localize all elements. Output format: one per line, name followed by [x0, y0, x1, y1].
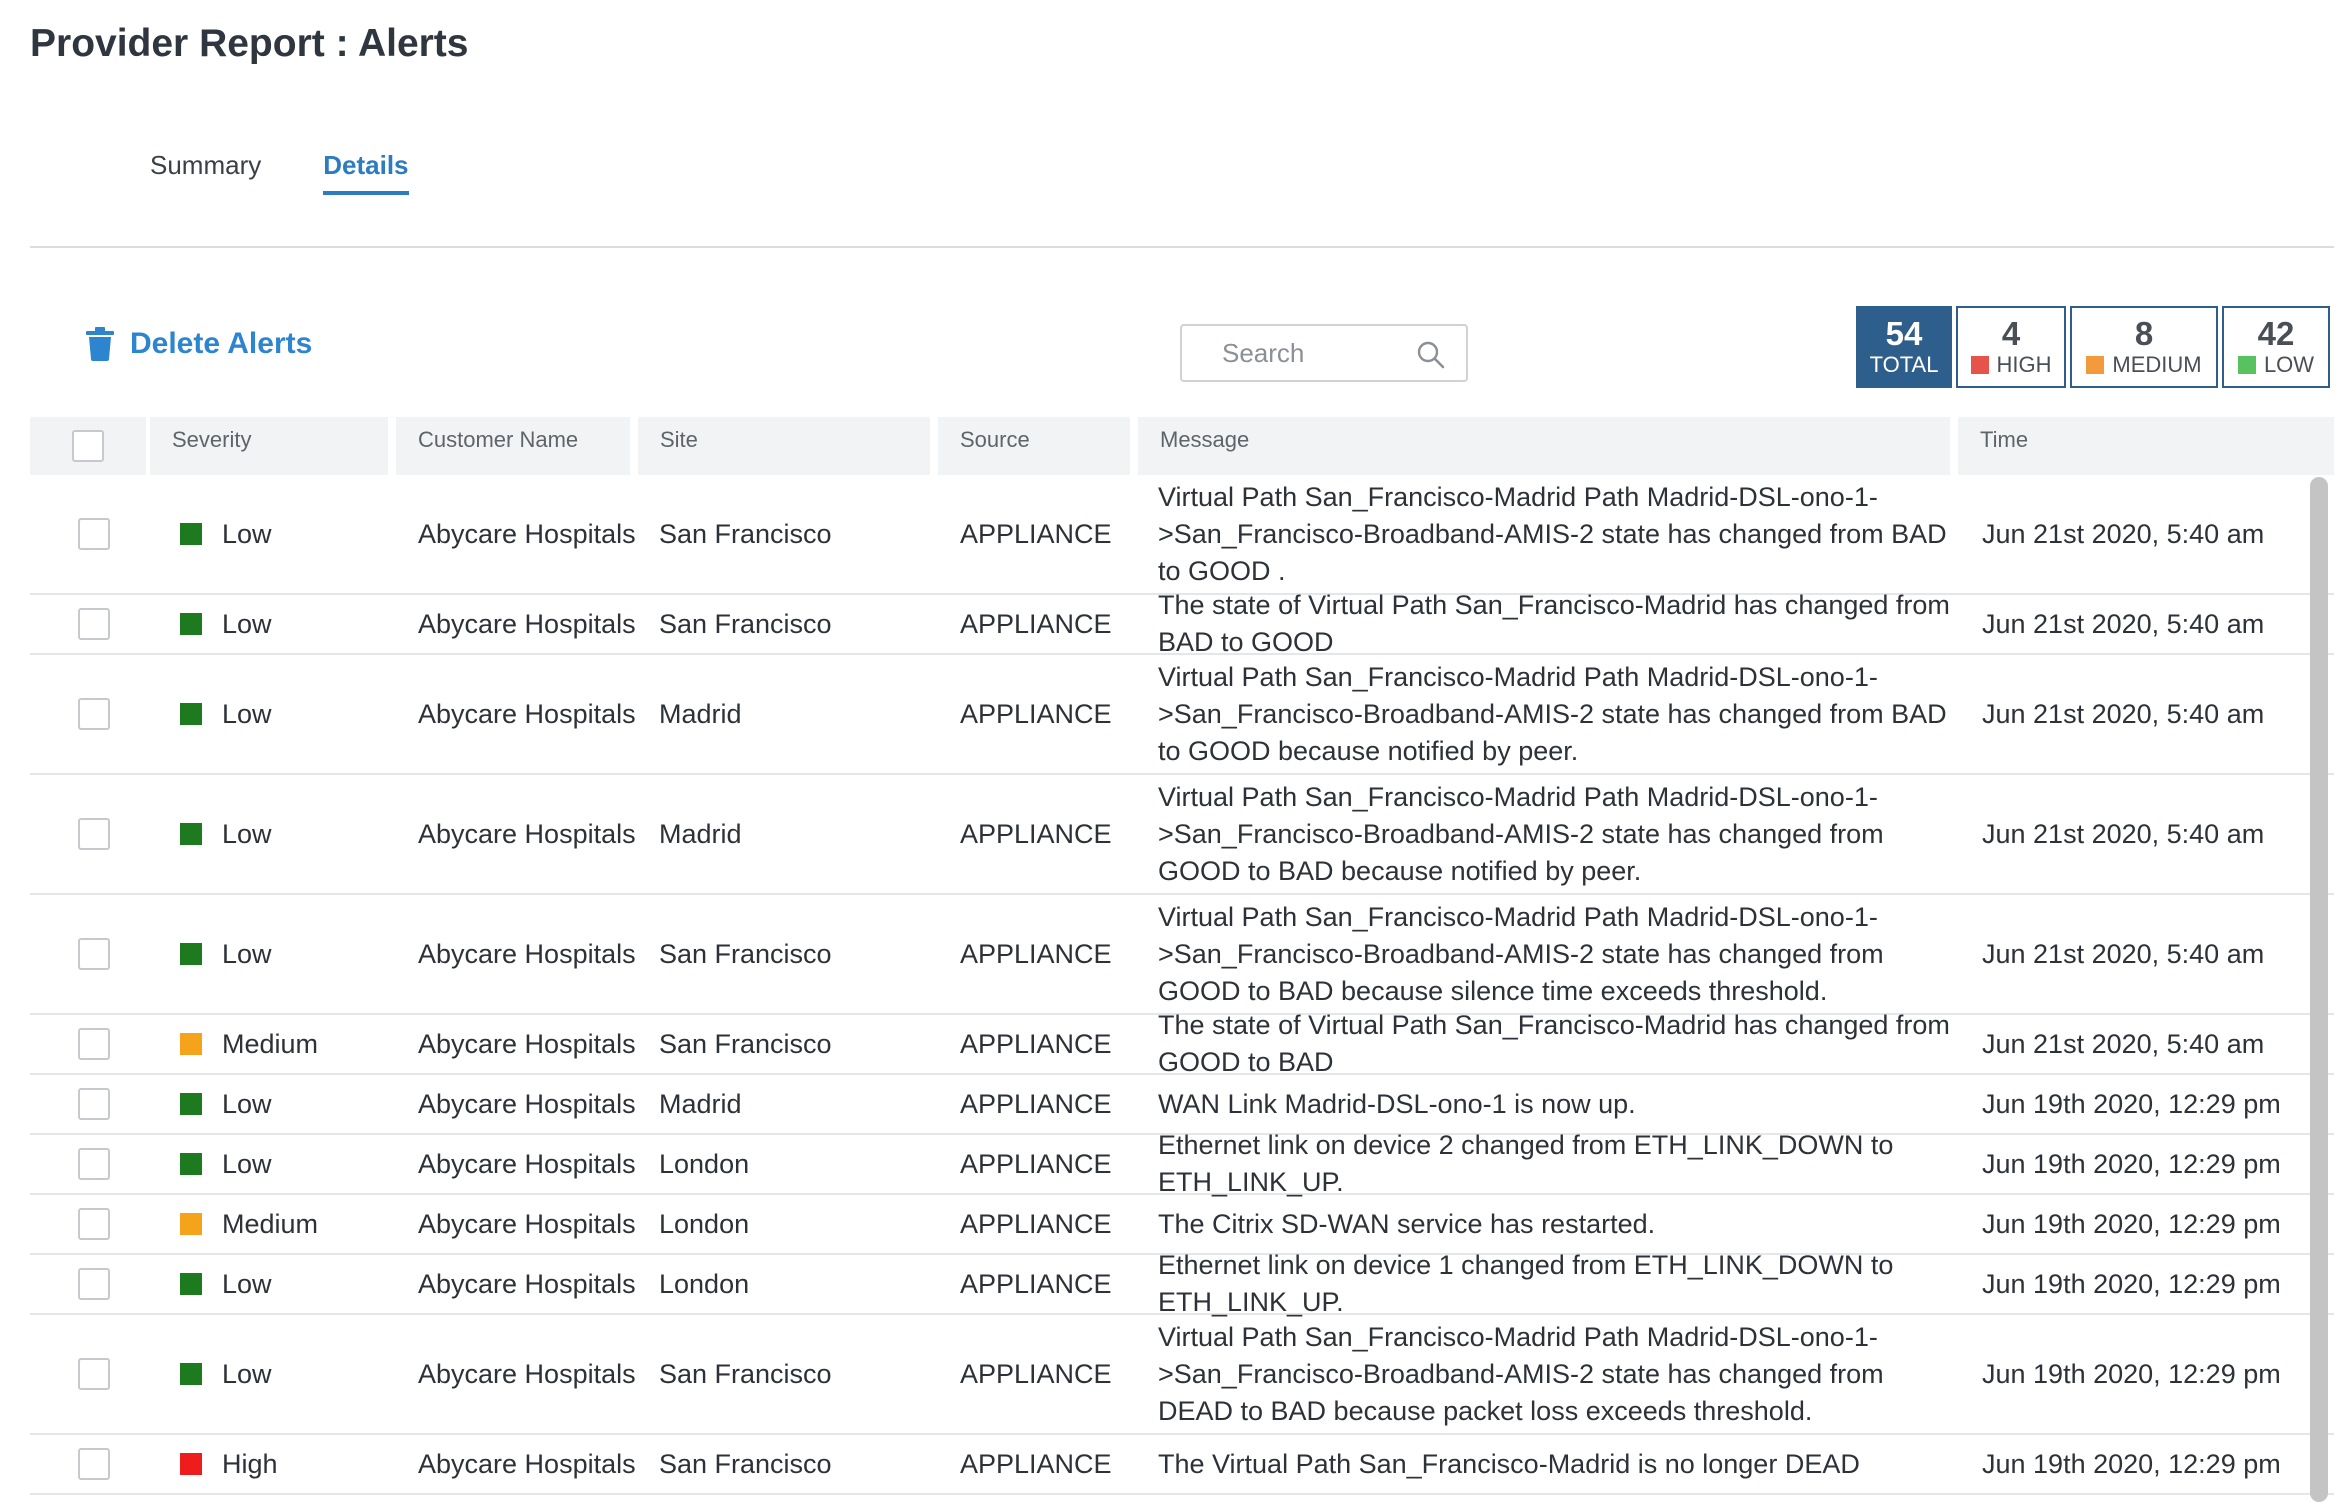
- table-row[interactable]: [30, 1130, 2334, 1197]
- table-row[interactable]: [30, 475, 2334, 595]
- message-cell: Virtual Path San_Francisco-Madrid Path Madrid-DSL-ono-1->San_Francisco-Broadband-AMIS-2 state has changed from BAD to GOOD .: [1158, 481, 1947, 586]
- counter-total[interactable]: [1856, 306, 1952, 388]
- row-checkbox[interactable]: [78, 1268, 110, 1300]
- header-select-all-cell: [30, 417, 146, 475]
- row-checkbox[interactable]: [78, 1448, 110, 1480]
- medium-swatch: [2086, 356, 2104, 374]
- severity-indicator: [180, 1213, 202, 1235]
- delete-alerts-button[interactable]: [84, 327, 312, 361]
- counter-medium[interactable]: [2070, 306, 2218, 388]
- table-row[interactable]: [30, 1435, 2334, 1495]
- row-checkbox-cell: [78, 1315, 110, 1433]
- time-cell: Jun 19th 2020, 12:29 pm: [1982, 1148, 2281, 1179]
- tabs-divider: [30, 246, 2334, 248]
- header-site[interactable]: Site: [638, 417, 930, 475]
- site-cell: San Francisco: [659, 1028, 832, 1059]
- time-cell: Jun 21st 2020, 5:40 am: [1982, 1028, 2265, 1059]
- site-cell: London: [659, 1268, 750, 1299]
- row-checkbox[interactable]: [78, 1028, 110, 1060]
- counter-total-label: TOTAL: [1869, 352, 1939, 377]
- severity-cell: [180, 1195, 318, 1253]
- customer-name-cell: Abycare Hospitals: [418, 1268, 636, 1299]
- severity-cell: [180, 655, 272, 773]
- counter-low-label: LOW: [2263, 352, 2315, 377]
- time-cell: Jun 21st 2020, 5:40 am: [1982, 608, 2265, 639]
- row-checkbox-cell: [78, 1435, 110, 1493]
- row-checkbox[interactable]: [78, 608, 110, 640]
- customer-name-cell: Abycare Hospitals: [418, 698, 636, 729]
- message-cell: Virtual Path San_Francisco-Madrid Path Madrid-DSL-ono-1->San_Francisco-Broadband-AMIS-2 state has changed from DEAD to BAD because packet loss exceeds threshold.: [1158, 1321, 1884, 1426]
- severity-label: Low: [222, 1358, 272, 1389]
- severity-cell: [180, 1075, 272, 1133]
- time-cell: Jun 19th 2020, 12:29 pm: [1982, 1268, 2281, 1299]
- customer-name-cell: Abycare Hospitals: [418, 1028, 636, 1059]
- customer-name-cell: Abycare Hospitals: [418, 818, 636, 849]
- table-row[interactable]: [30, 1315, 2334, 1435]
- header-severity[interactable]: Severity: [150, 417, 388, 475]
- message-cell: Ethernet link on device 2 changed from ETH_LINK_DOWN to ETH_LINK_UP.: [1158, 1130, 1894, 1197]
- header-time[interactable]: Time: [1958, 417, 2334, 475]
- message-cell: Virtual Path San_Francisco-Madrid Path Madrid-DSL-ono-1->San_Francisco-Broadband-AMIS-2 state has changed from GOOD to BAD because silence time exceeds threshold.: [1158, 901, 1884, 1006]
- time-cell: Jun 19th 2020, 12:29 pm: [1982, 1358, 2281, 1389]
- severity-label: Low: [222, 1088, 272, 1119]
- source-cell: APPLIANCE: [960, 1358, 1112, 1389]
- low-swatch: [2238, 356, 2256, 374]
- counter-medium-value: 8: [2134, 315, 2154, 352]
- row-checkbox-cell: [78, 1195, 110, 1253]
- source-cell: APPLIANCE: [960, 818, 1112, 849]
- time-cell: Jun 21st 2020, 5:40 am: [1982, 698, 2265, 729]
- source-cell: APPLIANCE: [960, 1088, 1112, 1119]
- counter-total-value: 54: [1885, 315, 1923, 352]
- search-box: [1180, 324, 1468, 382]
- severity-indicator: [180, 1273, 202, 1295]
- alerts-table: [30, 417, 2334, 1479]
- severity-cell: [180, 1315, 272, 1433]
- site-cell: Madrid: [659, 1088, 742, 1119]
- source-cell: APPLIANCE: [960, 698, 1112, 729]
- source-cell: APPLIANCE: [960, 1208, 1112, 1239]
- time-cell: Jun 21st 2020, 5:40 am: [1982, 518, 2265, 549]
- severity-cell: [180, 1255, 272, 1313]
- row-checkbox-cell: [78, 775, 110, 893]
- severity-indicator: [180, 1033, 202, 1055]
- table-row[interactable]: [30, 1195, 2334, 1255]
- severity-label: Medium: [222, 1028, 319, 1059]
- counter-high-label-wrap: [1971, 352, 2052, 378]
- severity-label: Low: [222, 698, 272, 729]
- row-checkbox[interactable]: [78, 1148, 110, 1180]
- select-all-checkbox[interactable]: [72, 430, 104, 462]
- row-checkbox[interactable]: [78, 1208, 110, 1240]
- customer-name-cell: Abycare Hospitals: [418, 938, 636, 969]
- customer-name-cell: Abycare Hospitals: [418, 1148, 636, 1179]
- header-source[interactable]: Source: [938, 417, 1130, 475]
- page-title: Provider Report : Alerts: [30, 22, 469, 65]
- source-cell: APPLIANCE: [960, 1148, 1112, 1179]
- site-cell: London: [659, 1208, 750, 1239]
- severity-label: Low: [222, 1268, 272, 1299]
- counter-medium-label-wrap: [2086, 352, 2201, 378]
- counter-low-value: 42: [2257, 315, 2295, 352]
- tab-bar: [150, 150, 409, 195]
- row-checkbox[interactable]: [78, 818, 110, 850]
- counter-high-label: HIGH: [1996, 352, 2052, 377]
- message-cell: The Citrix SD-WAN service has restarted.: [1158, 1208, 1656, 1239]
- row-checkbox[interactable]: [78, 1358, 110, 1390]
- severity-indicator: [180, 703, 202, 725]
- severity-indicator: [180, 1453, 202, 1475]
- header-customer-name[interactable]: Customer Name: [396, 417, 630, 475]
- message-cell: Virtual Path San_Francisco-Madrid Path Madrid-DSL-ono-1->San_Francisco-Broadband-AMIS-2 state has changed from BAD to GOOD because notified by peer.: [1158, 661, 1947, 766]
- row-checkbox[interactable]: [78, 698, 110, 730]
- severity-label: Low: [222, 818, 272, 849]
- severity-indicator: [180, 823, 202, 845]
- table-row[interactable]: [30, 590, 2334, 657]
- customer-name-cell: Abycare Hospitals: [418, 1358, 636, 1389]
- table-row[interactable]: [30, 655, 2334, 775]
- source-cell: APPLIANCE: [960, 608, 1112, 639]
- header-message[interactable]: Message: [1138, 417, 1950, 475]
- counter-medium-label: MEDIUM: [2112, 352, 2202, 377]
- site-cell: London: [659, 1148, 750, 1179]
- severity-label: Low: [222, 1148, 272, 1179]
- table-row[interactable]: [30, 1010, 2334, 1077]
- tab-summary[interactable]: Summary: [150, 150, 262, 180]
- severity-cell: [180, 1435, 278, 1493]
- severity-indicator: [180, 523, 202, 545]
- row-checkbox[interactable]: [78, 518, 110, 550]
- row-checkbox-cell: [78, 655, 110, 773]
- row-checkbox-cell: [78, 1255, 110, 1313]
- customer-name-cell: Abycare Hospitals: [418, 1088, 636, 1119]
- source-cell: APPLIANCE: [960, 518, 1112, 549]
- source-cell: APPLIANCE: [960, 1268, 1112, 1299]
- site-cell: Madrid: [659, 698, 742, 729]
- severity-indicator: [180, 1093, 202, 1115]
- severity-label: High: [222, 1448, 278, 1479]
- message-cell: Virtual Path San_Francisco-Madrid Path Madrid-DSL-ono-1->San_Francisco-Broadband-AMIS-2 state has changed from GOOD to BAD because notified by peer.: [1158, 781, 1884, 886]
- source-cell: APPLIANCE: [960, 1028, 1112, 1059]
- tab-details[interactable]: Details: [323, 150, 408, 195]
- severity-cell: [180, 775, 272, 893]
- severity-label: Low: [222, 938, 272, 969]
- counter-high-value: 4: [2001, 315, 2021, 352]
- table-row[interactable]: [30, 775, 2334, 895]
- severity-label: Medium: [222, 1208, 319, 1239]
- table-scrollbar[interactable]: [2310, 477, 2328, 1502]
- message-cell: The state of Virtual Path San_Francisco-Madrid has changed from GOOD to BAD: [1158, 1010, 1950, 1077]
- row-checkbox-cell: [78, 595, 110, 653]
- source-cell: APPLIANCE: [960, 938, 1112, 969]
- table-row[interactable]: [30, 1250, 2334, 1317]
- site-cell: San Francisco: [659, 518, 832, 549]
- site-cell: Madrid: [659, 818, 742, 849]
- row-checkbox-cell: [78, 1015, 110, 1073]
- time-cell: Jun 21st 2020, 5:40 am: [1982, 818, 2265, 849]
- site-cell: San Francisco: [659, 608, 832, 639]
- severity-indicator: [180, 613, 202, 635]
- search-input[interactable]: [1222, 338, 1412, 369]
- counter-high[interactable]: [1956, 306, 2066, 388]
- time-cell: Jun 19th 2020, 12:29 pm: [1982, 1088, 2281, 1119]
- alert-counters: [1856, 306, 2330, 388]
- customer-name-cell: Abycare Hospitals: [418, 1208, 636, 1239]
- severity-cell: [180, 475, 272, 593]
- time-cell: Jun 19th 2020, 12:29 pm: [1982, 1448, 2281, 1479]
- severity-cell: [180, 1015, 318, 1073]
- source-cell: APPLIANCE: [960, 1448, 1112, 1479]
- severity-indicator: [180, 1153, 202, 1175]
- table-header: [30, 417, 2334, 475]
- severity-label: Low: [222, 608, 272, 639]
- row-checkbox-cell: [78, 1135, 110, 1193]
- counter-low-label-wrap: [2238, 352, 2314, 378]
- message-cell: WAN Link Madrid-DSL-ono-1 is now up.: [1158, 1088, 1636, 1119]
- trash-icon: [84, 327, 116, 361]
- row-checkbox[interactable]: [78, 1088, 110, 1120]
- high-swatch: [1971, 356, 1989, 374]
- row-checkbox[interactable]: [78, 938, 110, 970]
- row-checkbox-cell: [78, 1075, 110, 1133]
- row-checkbox-cell: [78, 475, 110, 593]
- customer-name-cell: Abycare Hospitals: [418, 1448, 636, 1479]
- site-cell: San Francisco: [659, 938, 832, 969]
- message-cell: Ethernet link on device 1 changed from ETH_LINK_DOWN to ETH_LINK_UP.: [1158, 1250, 1894, 1317]
- table-row[interactable]: [30, 895, 2334, 1015]
- customer-name-cell: Abycare Hospitals: [418, 518, 636, 549]
- site-cell: San Francisco: [659, 1448, 832, 1479]
- table-row[interactable]: [30, 1075, 2334, 1135]
- severity-cell: [180, 895, 272, 1013]
- customer-name-cell: Abycare Hospitals: [418, 608, 636, 639]
- message-cell: The Virtual Path San_Francisco-Madrid is no longer DEAD: [1158, 1448, 1860, 1479]
- message-cell: The state of Virtual Path San_Francisco-Madrid has changed from BAD to GOOD: [1158, 590, 1950, 657]
- row-checkbox-cell: [78, 895, 110, 1013]
- severity-label: Low: [222, 518, 272, 549]
- site-cell: San Francisco: [659, 1358, 832, 1389]
- severity-indicator: [180, 943, 202, 965]
- severity-cell: [180, 1135, 272, 1193]
- delete-alerts-label: Delete Alerts: [130, 327, 313, 360]
- search-icon[interactable]: [1416, 340, 1446, 370]
- severity-indicator: [180, 1363, 202, 1385]
- severity-cell: [180, 595, 272, 653]
- counter-low[interactable]: [2222, 306, 2330, 388]
- time-cell: Jun 21st 2020, 5:40 am: [1982, 938, 2265, 969]
- time-cell: Jun 19th 2020, 12:29 pm: [1982, 1208, 2281, 1239]
